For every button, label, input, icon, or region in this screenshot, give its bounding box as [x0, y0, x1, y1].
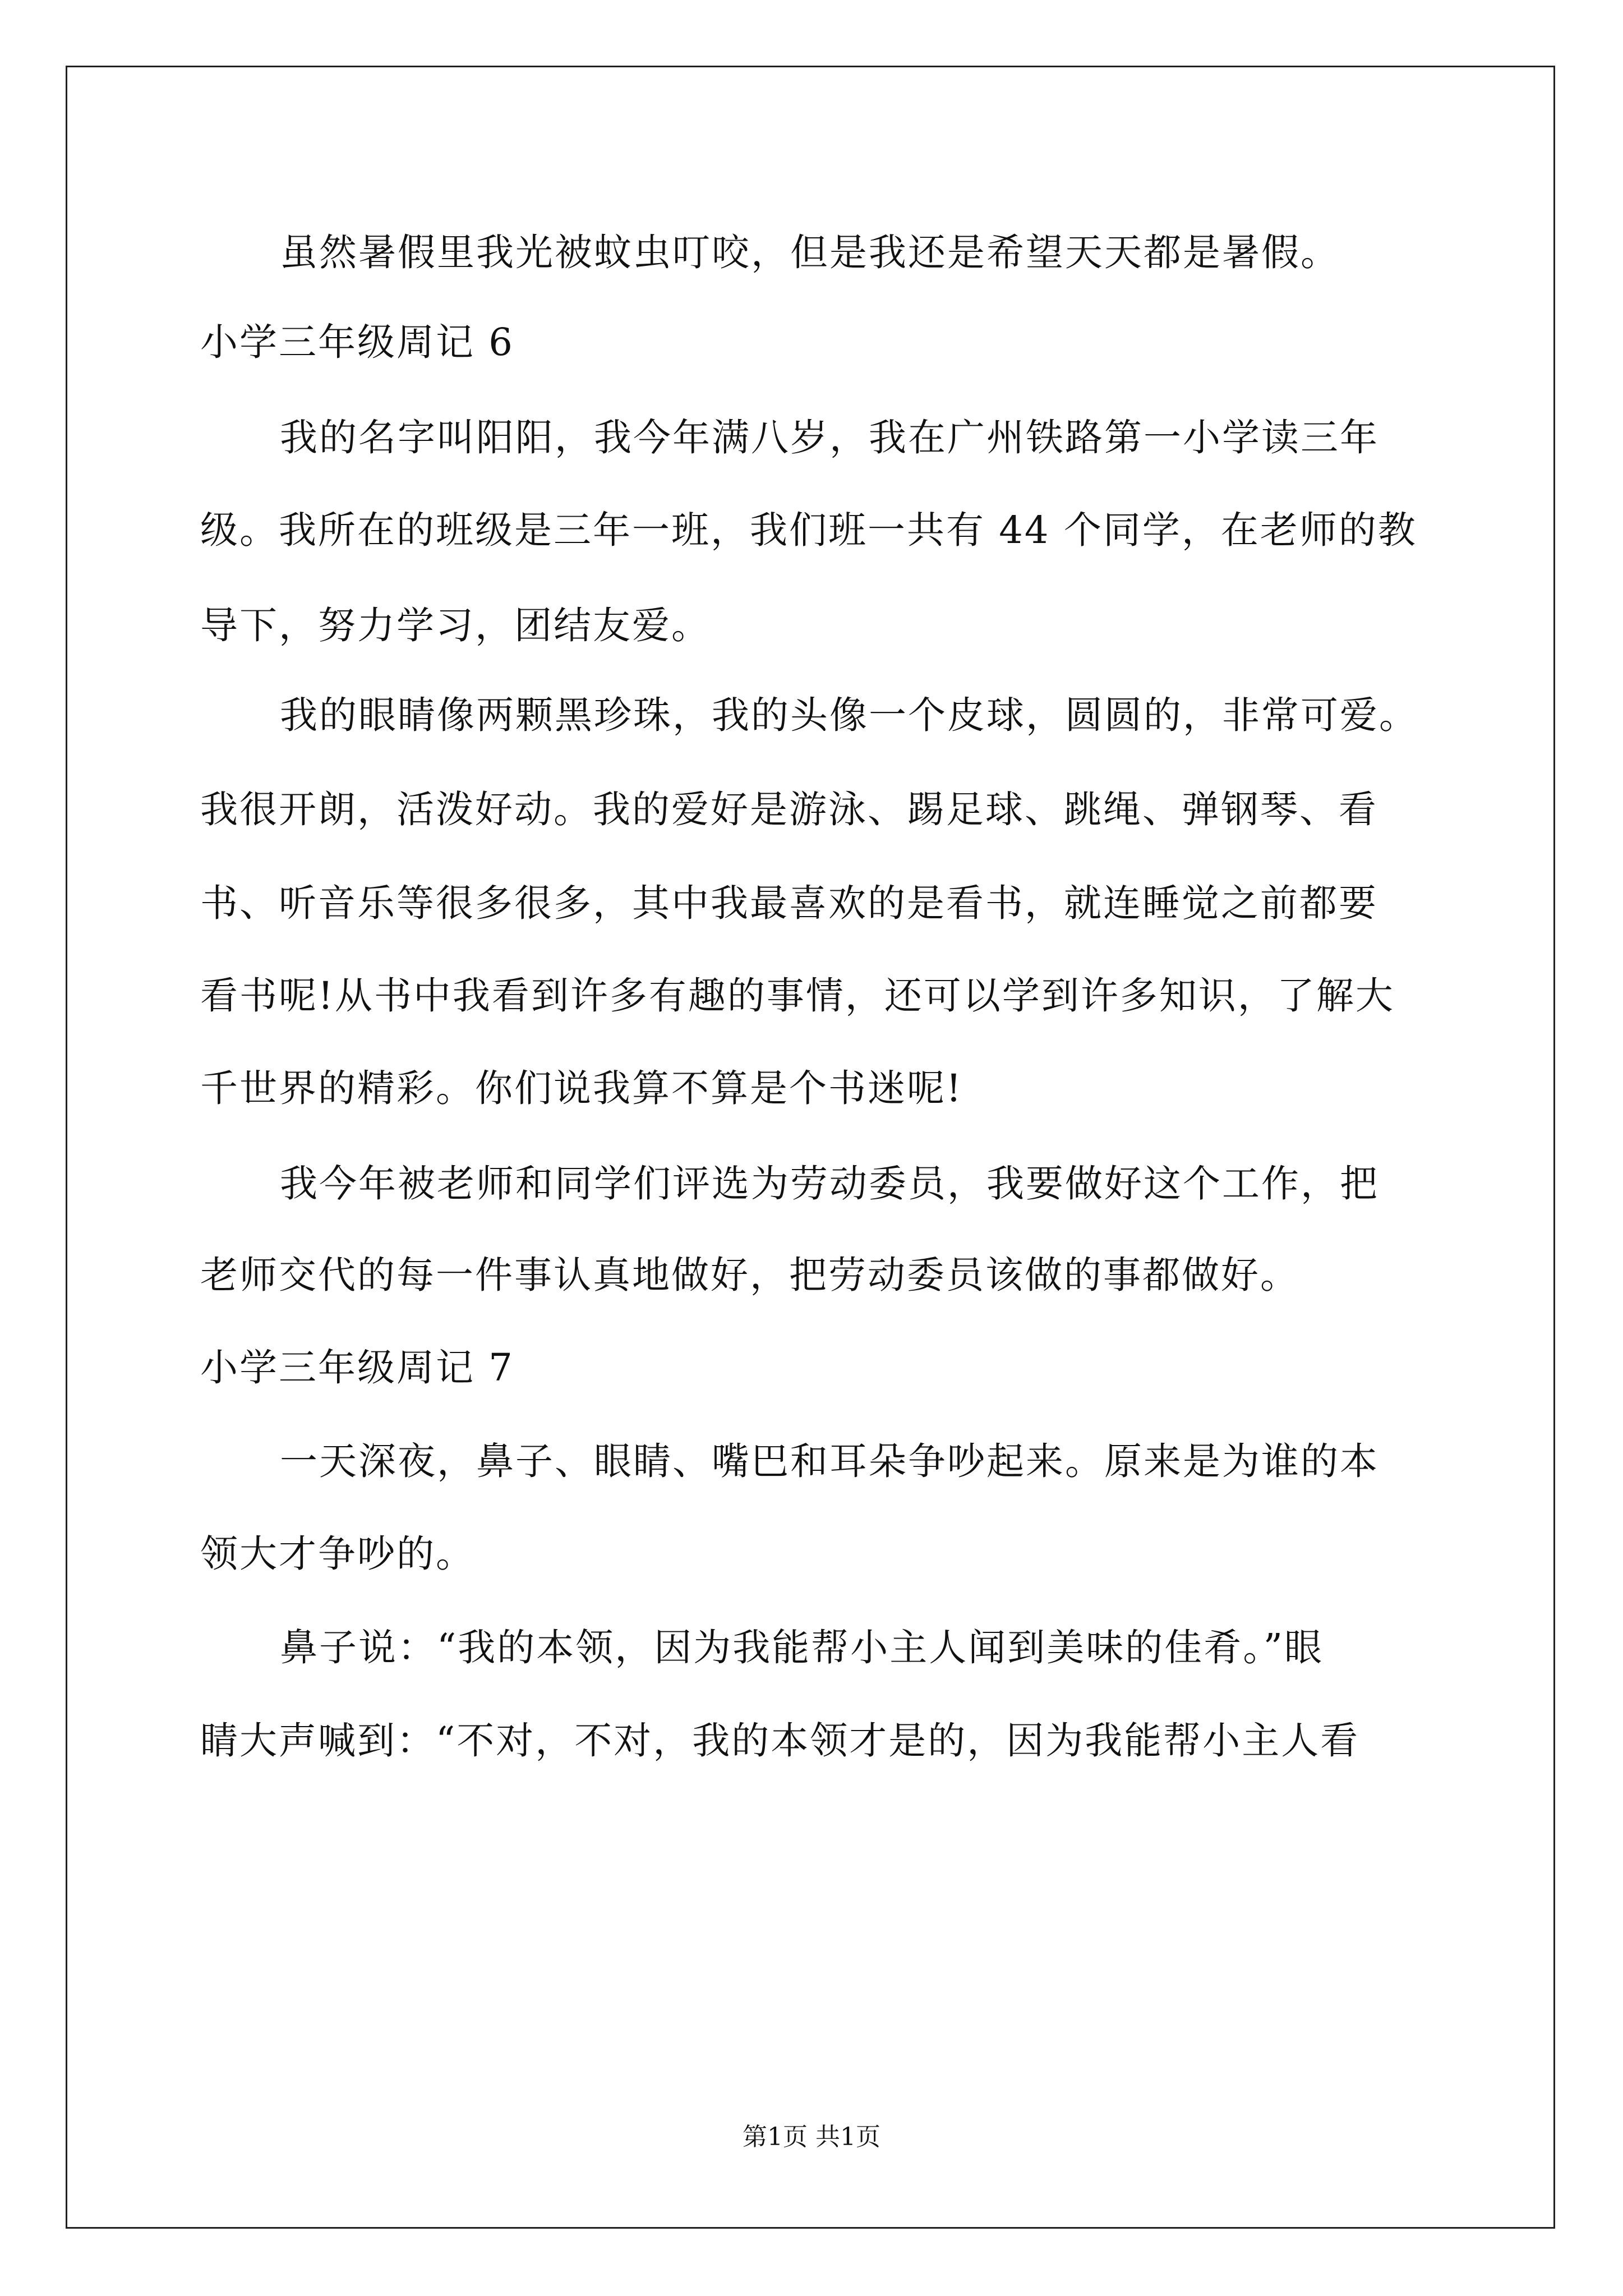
paragraph-line: 虽然暑假里我光被蚊虫叮咬，但是我还是希望天天都是暑假。	[280, 231, 1340, 274]
section-heading: 小学三年级周记 7	[200, 1346, 514, 1389]
paragraph-line: 睛大声喊到：“不对，不对，我的本领才是的，因为我能帮小主人看	[200, 1719, 1360, 1763]
page-border	[66, 66, 1555, 2229]
paragraph-line: 鼻子说：“我的本领，因为我能帮小主人闻到美味的佳肴。”眼	[280, 1626, 1324, 1669]
paragraph-line: 我很开朗，活泼好动。我的爱好是游泳、踢足球、跳绳、弹钢琴、看	[200, 788, 1378, 831]
paragraph-line: 老师交代的每一件事认真地做好，把劳动委员该做的事都做好。	[200, 1253, 1299, 1297]
paragraph-line: 导下，努力学习，团结友爱。	[200, 604, 711, 647]
section-heading: 小学三年级周记 6	[200, 320, 514, 364]
paragraph-line: 千世界的精彩。你们说我算不算是个书迷呢!	[200, 1066, 963, 1110]
paragraph-line: 领大才争吵的。	[200, 1532, 475, 1576]
paragraph-line: 级。我所在的班级是三年一班，我们班一共有 44 个同学，在老师的教	[200, 508, 1417, 552]
paragraph-line: 看书呢!从书中我看到许多有趣的事情，还可以学到许多知识，了解大	[200, 974, 1395, 1018]
paragraph-line: 我今年被老师和同学们评选为劳动委员，我要做好这个工作，把	[280, 1162, 1379, 1205]
paragraph-line: 书、听音乐等很多很多，其中我最喜欢的是看书，就连睡觉之前都要	[200, 881, 1378, 925]
paragraph-line: 我的眼睛像两颗黑珍珠，我的头像一个皮球，圆圆的，非常可爱。	[280, 693, 1418, 737]
paragraph-line: 一天深夜，鼻子、眼睛、嘴巴和耳朵争吵起来。原来是为谁的本	[280, 1439, 1379, 1483]
page-number-footer: 第1页 共1页	[743, 2123, 880, 2151]
paragraph-line: 我的名字叫阳阳，我今年满八岁，我在广州铁路第一小学读三年	[280, 416, 1379, 459]
